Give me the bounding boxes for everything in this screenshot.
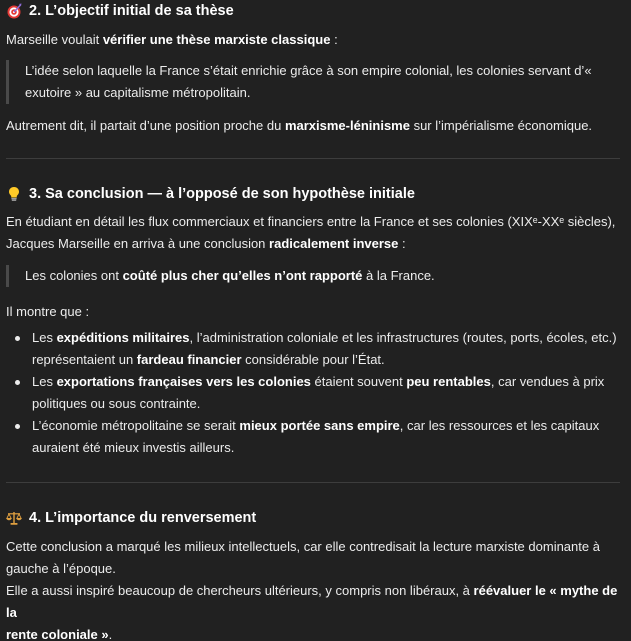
bullet1-bold-a: expéditions militaires [56,330,190,345]
section2-summary-text: Autrement dit, il partait d’une position proche du [6,118,285,133]
section2-quote-line2: exutoire » au capitalisme métropolitain. [25,85,251,100]
list-item [6,371,618,415]
section3-heading [6,183,415,205]
section4-p2-line2 [6,624,618,641]
section2-quote-line1: L’idée selon laquelle la France s’était enrichie grâce à son empire colonial, les colonies servant d’« [25,63,592,78]
section3-paragraph [6,211,615,255]
section3-p1-text: Jacques Marseille en arriva à une conclusion [6,236,270,251]
divider [6,158,620,159]
section4-heading [6,507,256,529]
bullet2-text-a: Les [32,374,57,389]
section4-p2-text: Elle a aussi inspiré beaucoup de chercheurs ultérieurs, y compris non libéraux, à [6,583,474,598]
section3-title: 3. Sa conclusion — à l’opposé de son hypothèse initiale [29,186,415,202]
list-item [6,327,618,371]
section3-quote-bold: coûté plus cher qu’elles n’ont rapporté [122,268,363,283]
section3-shows: Il montre que : [6,304,90,319]
lightbulb-icon [6,186,22,202]
section2-intro-end: : [330,32,338,47]
bullet2-bold-b: peu rentables [406,374,491,389]
bullet3-text-b: , car les ressources et les capitaux [399,418,600,433]
section4-p1-line1: Cette conclusion a marqué les milieux intellectuels, car elle contredisait la lecture marxiste dominante à [6,539,600,554]
section4-paragraph1 [6,536,600,580]
section3-p1-end: : [398,236,406,251]
section4-p2-line1 [6,580,618,624]
section4-title: 4. L’importance du renversement [29,510,257,526]
target-icon [6,3,22,19]
bullet2-text-d: politiques ou sous contrainte. [32,396,201,411]
bullet1-text-a: Les [32,330,57,345]
bullet2-text-b: étaient souvent [310,374,407,389]
section2-intro-text: Marseille voulait [6,32,103,47]
section4-p2-end: . [108,627,113,641]
bullet1-text-b: , l’administration coloniale et les infrastructures (routes, ports, écoles, etc.) [189,330,617,345]
section2-heading [6,0,234,22]
section4-p2-bold-b: rente coloniale » [6,627,109,641]
section2-summary-end: sur l’impérialisme économique. [409,118,593,133]
section3-p1-line1: En étudiant en détail les flux commerciaux et financiers entre la France et ses colonies (XIXᵉ-XXᵉ siècles), [6,214,616,229]
section4-p2-bold-a: réévaluer le « mythe de la [6,583,618,620]
section4-paragraph2 [6,580,618,641]
section3-p1-line2 [6,233,615,255]
bullet3-text-a: L’économie métropolitaine se serait [32,418,240,433]
bullet2-bold-a: exportations françaises vers les colonies [56,374,311,389]
section3-quote-end: à la France. [362,268,435,283]
section2-summary-bold: marxisme-léninisme [284,118,410,133]
bullet2-text-c: , car vendues à prix [490,374,605,389]
section3-blockquote [6,265,435,287]
divider [6,482,620,483]
bullet3-text-c: auraient été mieux investis ailleurs. [32,440,235,455]
section2-intro [6,29,338,51]
bullet3-bold-a: mieux portée sans empire [239,418,400,433]
section2-title: 2. L’objectif initial de sa thèse [29,3,234,19]
section2-summary [6,115,592,137]
bullet1-text-d: considérable pour l’État. [241,352,385,367]
section3-quote-text: Les colonies ont [25,268,123,283]
balance-scale-icon [6,510,22,526]
section4-p1-line2: gauche à l’époque. [6,561,116,576]
section3-p1-bold: radicalement inverse [269,236,399,251]
list-item [6,415,618,459]
section2-blockquote [6,60,592,104]
bullet1-bold-b: fardeau financier [136,352,242,367]
section3-bullet-list [6,327,618,459]
section2-intro-bold: vérifier une thèse marxiste classique [102,32,331,47]
bullet1-text-c: représentaient un [32,352,137,367]
